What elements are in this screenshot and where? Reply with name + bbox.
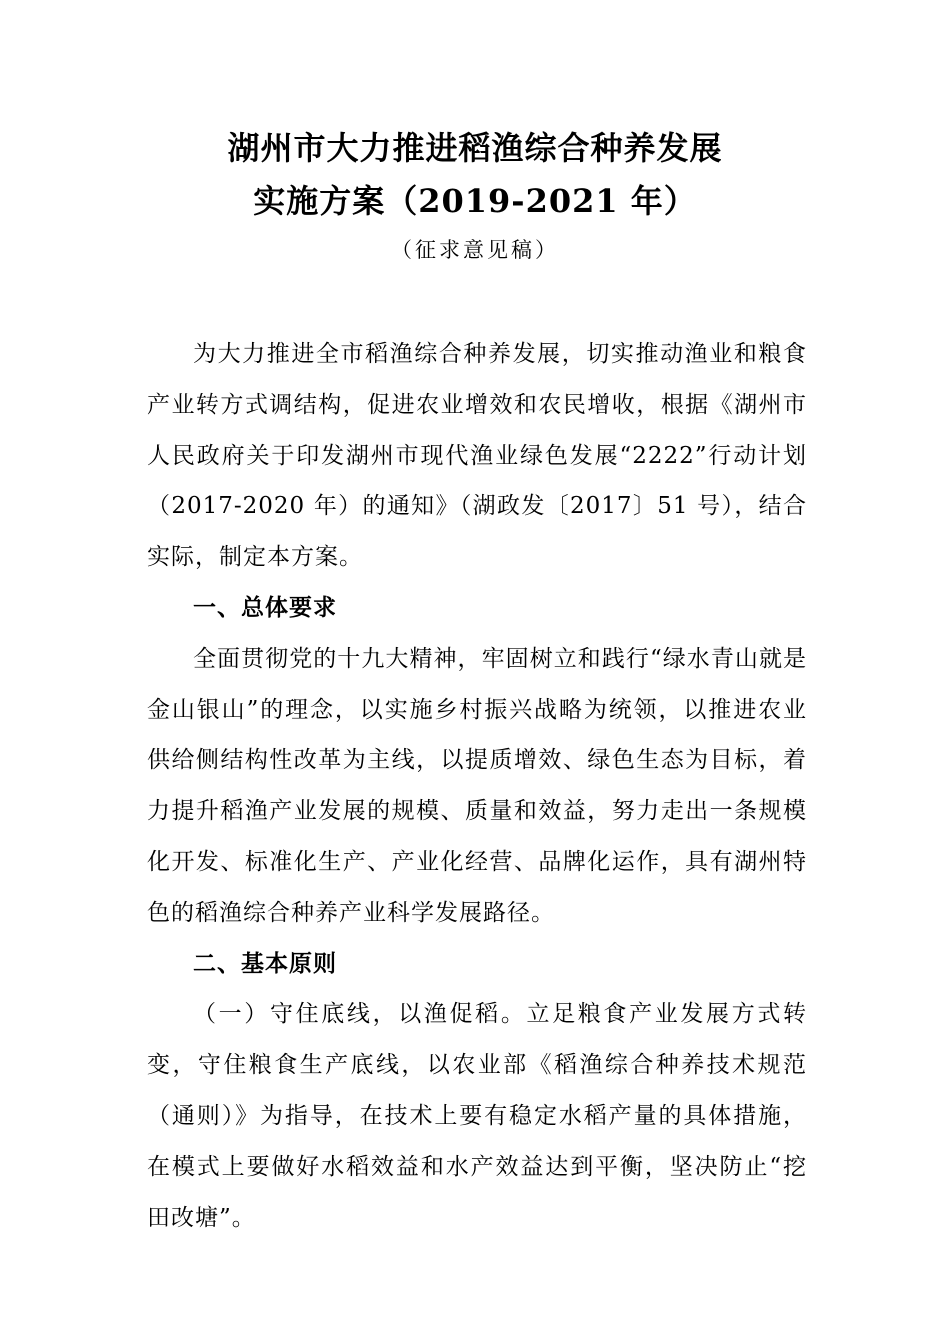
general-requirements-paragraph: 全面贯彻党的十九大精神，牢固树立和践行“绿水青山就是金山银山”的理念，以实施乡村振兴战略为统领，以推进农业供给侧结构性改革为主线，以提质增效、绿色生态为目标，着力提升稻渔产业发展的规模、质量和效益，努力走出一条规模化开发、标准化生产、产业化经营、品牌化运作，具有湖州特色的稻渔综合种养产业科学发展路径。 [147,645,807,926]
principle-item-1-paragraph: （一）守住底线，以渔促稻。立足粮食产业发展方式转变，守住粮食生产底线，以农业部《稻渔综合种养技术规范（通则）》为指导，在技术上要有稳定水稻产量的具体措施，在模式上要做好水稻效益和水产效益达到平衡，坚决防止“挖田改塘”。 [147,1001,807,1231]
document-body [147,329,807,1243]
document-title-line-1: 湖州市大力推进稻渔综合种养发展 [227,129,723,167]
document-subtitle: （征求意见稿） [391,238,559,262]
section-heading-general-requirements: 一、总体要求 [193,594,337,621]
intro-paragraph: 为大力推进全市稻渔综合种养发展，切实推动渔业和粮食产业转方式调结构，促进农业增效和农民增收，根据《湖州市人民政府关于印发湖州市现代渔业绿色发展“2222”行动计划（2017-2020 年）的通知》（湖政发〔2017〕51 号），结合实际，制定本方案。 [147,341,807,571]
document-title-line-2: 实施方案（2019-2021 年） [253,182,697,220]
section-heading-basic-principles: 二、基本原则 [193,950,337,977]
